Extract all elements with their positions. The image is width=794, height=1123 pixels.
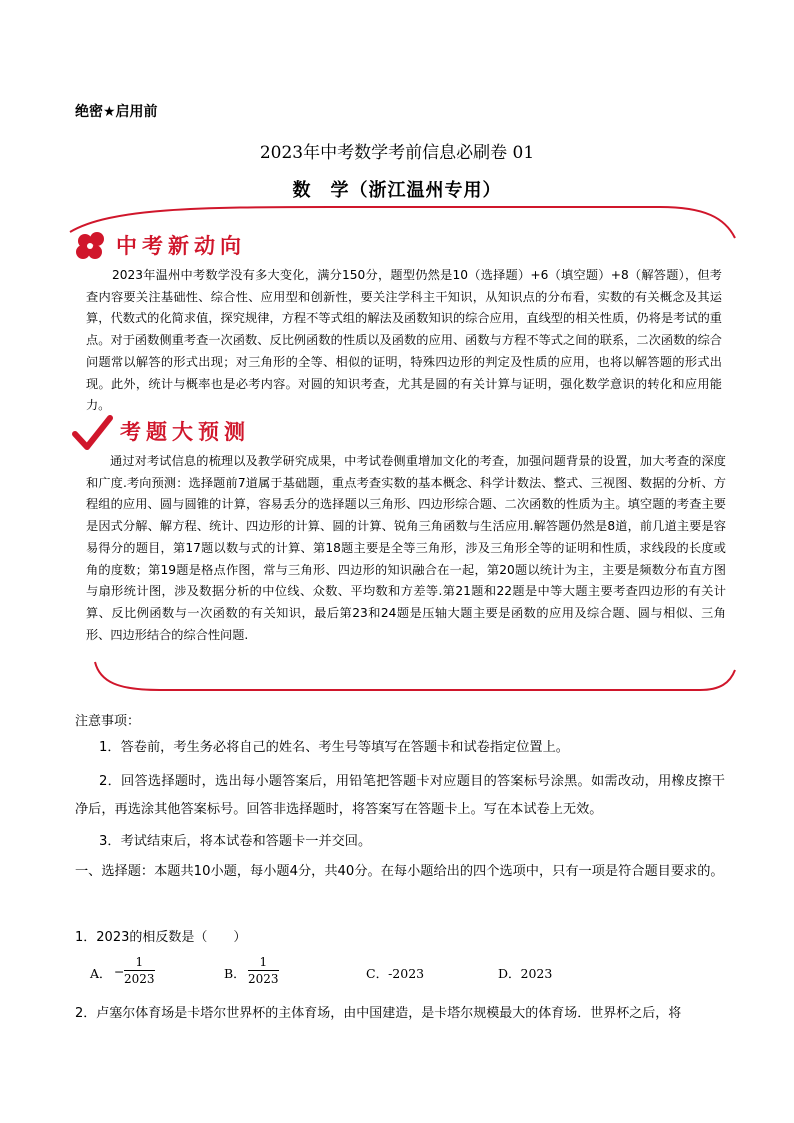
trend-heading-text: 中考新动向 [116,234,246,258]
option-b-label: B． [224,966,246,981]
trend-paragraph: 2023年温州中考数学没有多大变化，满分150分，题型仍然是10（选择题）+6（填空题）+8（解答题），但考查内容要关注基础性、综合性、应用型和创新性，要关注学科主干知识，从知识点的分布看，实数的有关概念及其运算，代数式的化简求值，探究规律，方程不等式组的解法及函数知识的综合应用，直线型的相关性质，仍将是考试的重点。对于函数侧重考查一次函数、反比例函数的性质以及函数的应用、函数与方程不等式之间的联系，二次函数的综合问题常以解答的形式出现；对三角形的全等、相似的证明，特殊四边形的判定及性质的应用，也将以解答题的形式出现。此外，统计与概率也是必考内容。对圆的知识考查，尤其是圆的有关计算与证明，强化数学意识的转化和应用能力。 [86,268,722,413]
checkmark-icon [70,414,114,452]
option-a-numerator: 1 [124,954,155,971]
part1-heading-text: 一、选择题：本题共10小题，每小题4分，共40分。在每小题给出的四个选项中，只有一项是符合题目要求的。 [75,864,724,879]
notes-heading: 注意事项： [75,714,141,729]
confidential-label: 绝密★启用前 [75,104,158,120]
exam-subtitle: 数 学（浙江温州专用） [292,180,502,201]
clover-icon [72,228,112,262]
option-a-fraction [124,954,155,987]
forecast-paragraph: 通过对考试信息的梳理以及教学研究成果，中考试卷侧重增加文化的考查，加强问题背景的设置，加大考查的深度和广度.考向预测：选择题前7道属于基础题，重点考查实数的基本概念、科学计数法、整式、三视图、数据的分析、方程组的应用、圆与圆锥的计算，容易丢分的选择题以三角形、四边形综合题、二次函数的性质为主。填空题的考查主要是因式分解、解方程、统计、四边形的计算、圆的计算、锐角三角函数与生活应用.解答题仍然是8道，前几道主要是容易得分的题目，第17题以数与式的计算、第18题主要是全等三角形，涉及三角形全等的证明和性质，求线段的长度或角的度数；第19题是格点作图，常与三角形、四边形的知识融合在一起，第20题以统计为主，主要是频数分布直方图与扇形统计图，涉及数据分析的中位线、众数、平均数和方差等.第21题和22题是中等大题主要考查四边形的有关计算、反比例函数与一次函数的有关知识，最后第23和24题是压轴大题主要是函数的应用及综合题、圆与相似、三角形、四边形结合的综合性问题. [86,454,726,642]
part1-heading [75,858,725,886]
note-item-3: 3．考试结束后，将本试卷和答题卡一并交回。 [99,834,372,849]
question-1-stem: 1．2023的相反数是（ ） [75,930,247,945]
option-d: D．2023 [498,966,553,981]
option-b-fraction [248,954,279,987]
question-2-stem: 2．卢塞尔体育场是卡塔尔世界杯的主体育场，由中国建造，是卡塔尔规模最大的体育场．世界杯之后，将 [75,1006,682,1021]
option-b-denominator: 2023 [248,972,279,986]
option-c: C．-2023 [366,966,425,981]
forecast-heading-text: 考题大预测 [120,420,250,444]
option-a-sign: − [114,964,125,979]
option-b-numerator: 1 [248,954,279,971]
exam-title: 2023年中考数学考前信息必刷卷 01 [259,143,535,163]
note-item-1: 1．答卷前，考生务必将自己的姓名、考生号等填写在答题卡和试卷指定位置上。 [99,740,569,755]
option-a-denominator: 2023 [124,972,155,986]
option-a-label: A． [90,966,112,981]
question-1-options [90,954,730,994]
bottom-border-curve [95,662,735,690]
note-item-2: 2．回答选择题时，选出每小题答案后，用铅笔把答题卡对应题目的答案标号涂黑。如需改动，用橡皮擦干净后，再选涂其他答案标号。回答非选择题时，将答案写在答题卡上。写在本试卷上无效。 [75,774,725,817]
